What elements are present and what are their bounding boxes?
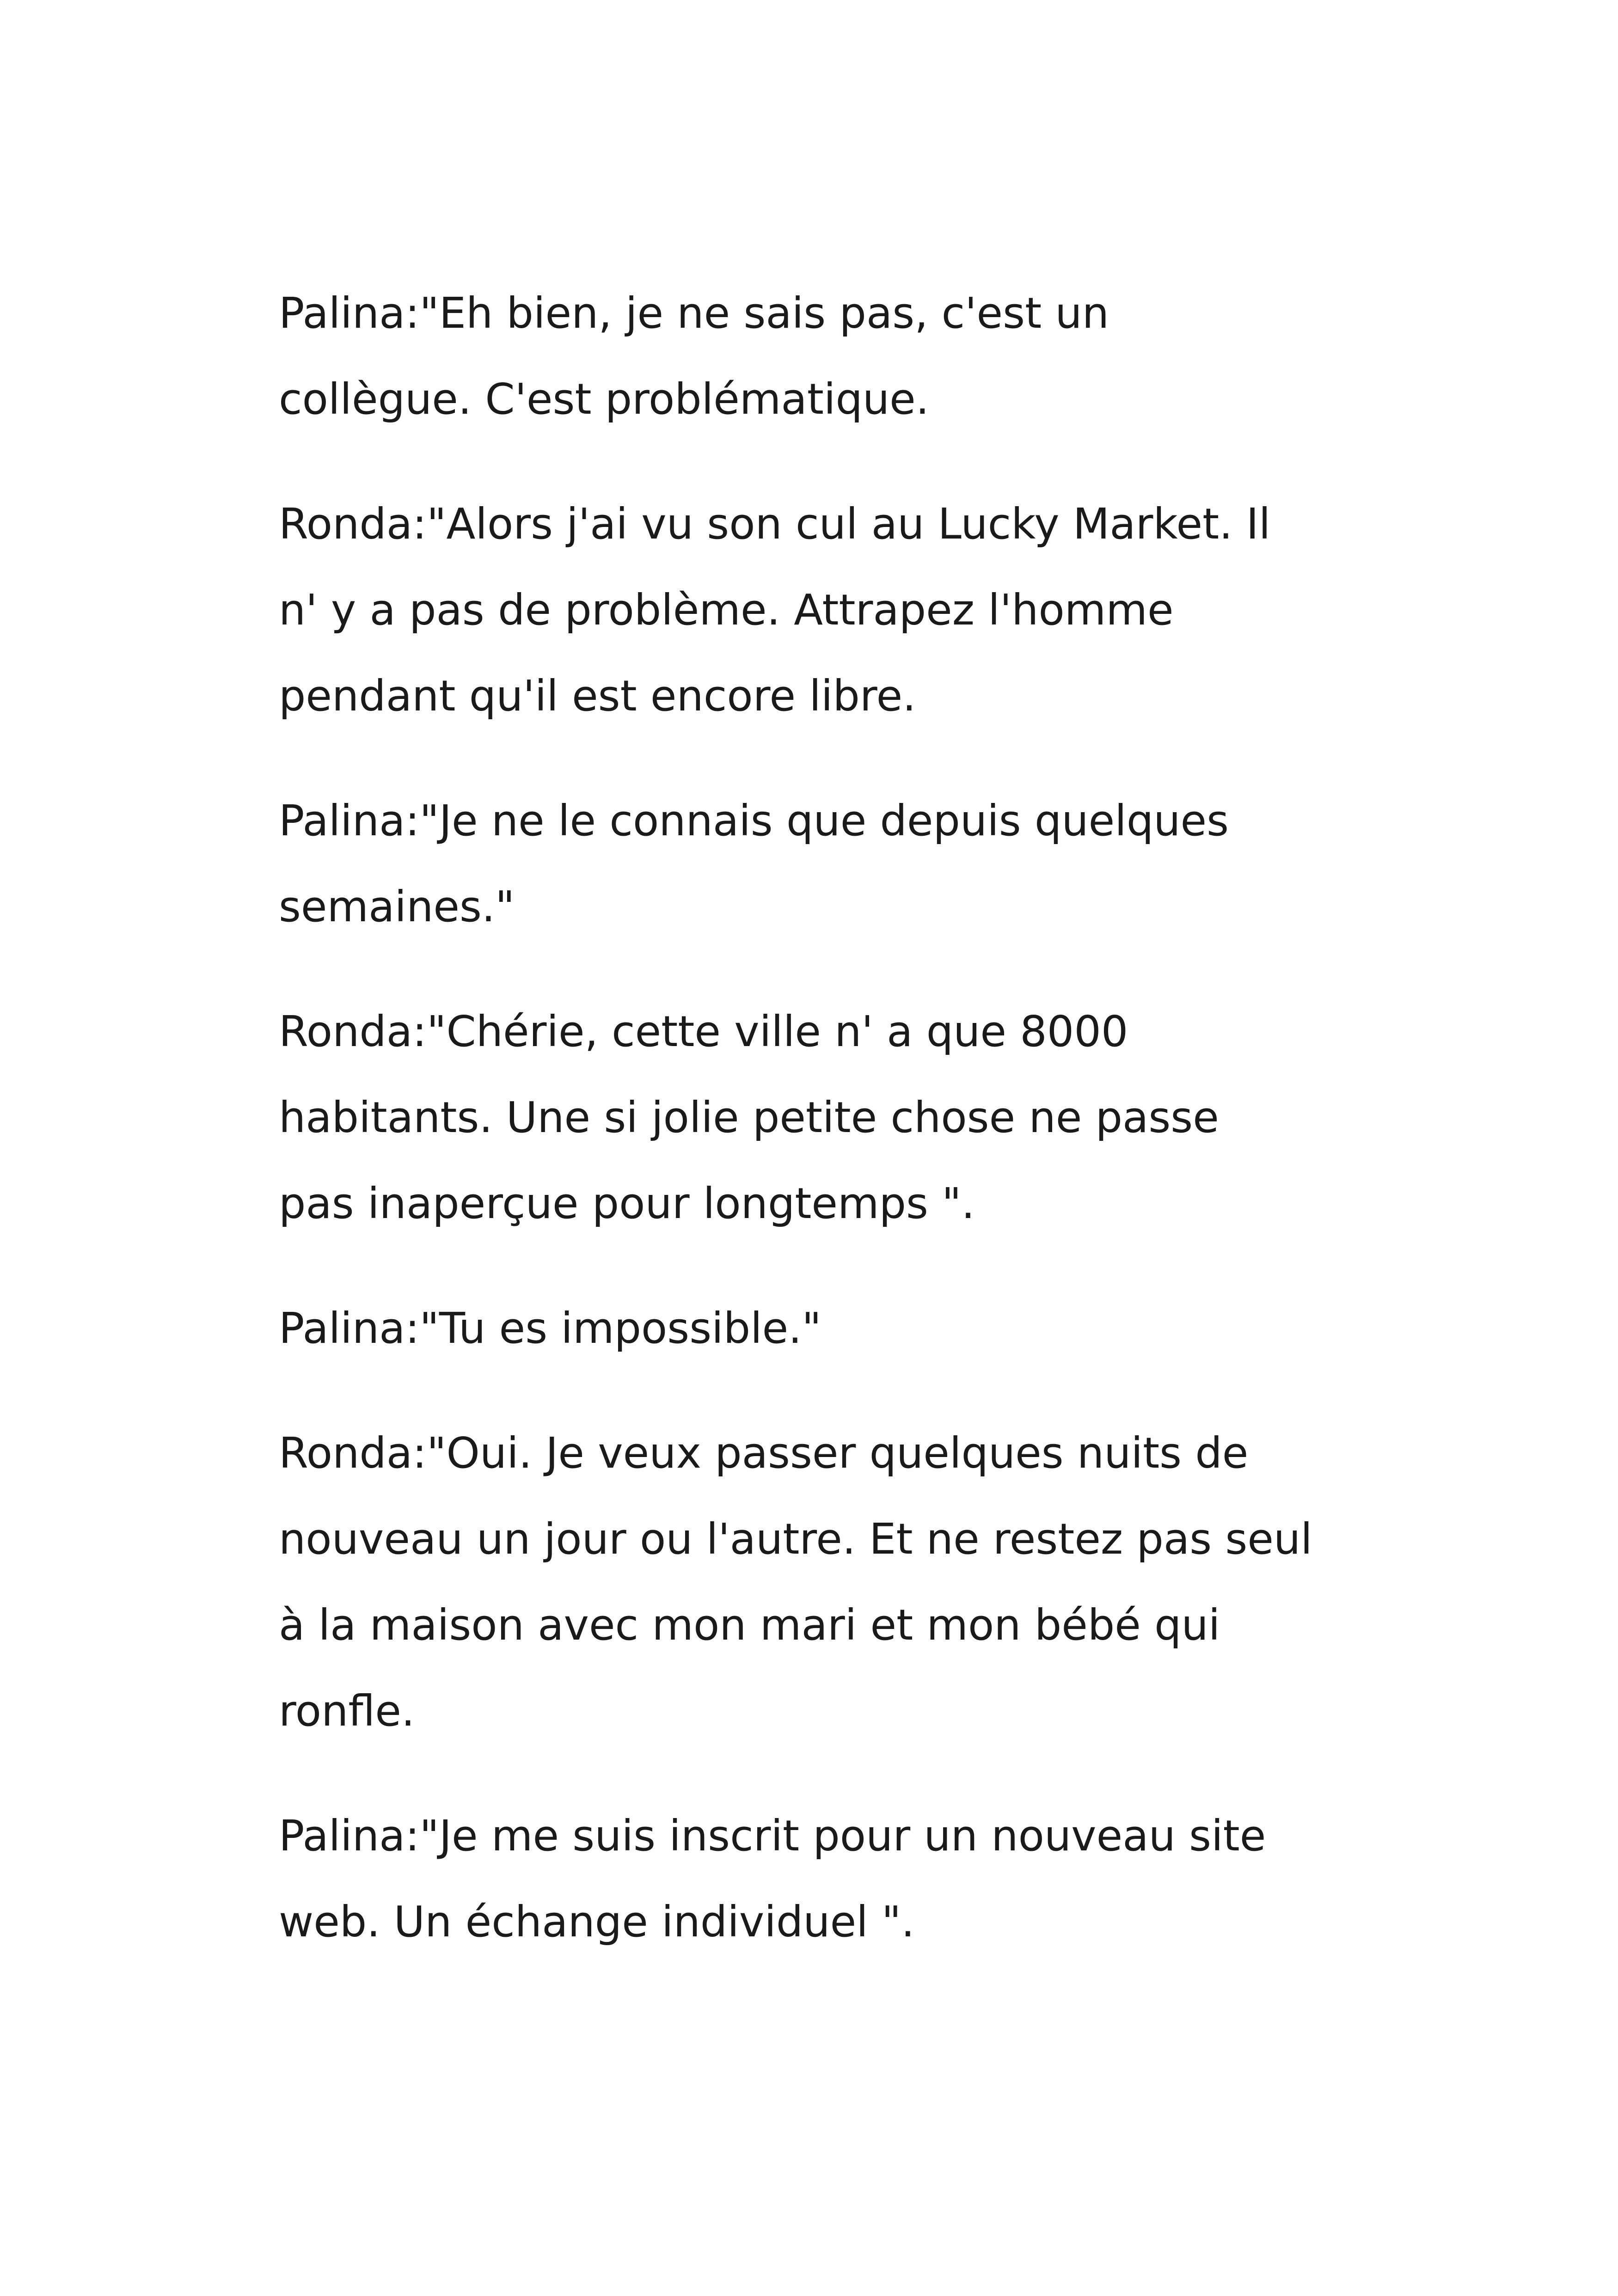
text-line: Ronda:"Oui. Je veux passer quelques nuits de: [279, 1428, 1249, 1478]
text-line: Ronda:"Alors j'ai vu son cul au Lucky Market. Il: [279, 499, 1271, 549]
text-line: Palina:"Je me suis inscrit pour un nouveau site: [279, 1811, 1266, 1861]
text-line: pas inaperçue pour longtemps ".: [279, 1179, 975, 1228]
text-line: collègue. C'est problématique.: [279, 374, 929, 424]
text-line: nouveau un jour ou l'autre. Et ne restez pas seul: [279, 1514, 1312, 1564]
dialogue-text: [279, 270, 1388, 2004]
text-line: semaines.": [279, 882, 515, 931]
text-line: Ronda:"Chérie, cette ville n' a que 8000: [279, 1007, 1128, 1056]
text-line: habitants. Une si jolie petite chose ne passe: [279, 1093, 1219, 1142]
dialogue-paragraph-5: [279, 1286, 1388, 1371]
text-line: web. Un échange individuel ".: [279, 1897, 915, 1947]
dialogue-paragraph-3: [279, 778, 1388, 950]
text-line: Palina:"Tu es impossible.": [279, 1304, 821, 1353]
dialogue-paragraph-7: [279, 1793, 1388, 1965]
text-line: à la maison avec mon mari et mon bébé qui: [279, 1600, 1220, 1650]
text-line: pendant qu'il est encore libre.: [279, 671, 916, 721]
dialogue-paragraph-2: [279, 481, 1388, 739]
dialogue-paragraph-1: [279, 270, 1388, 442]
dialogue-paragraph-4: [279, 989, 1388, 1247]
dialogue-paragraph-6: [279, 1410, 1388, 1754]
text-line: n' y a pas de problème. Attrapez l'homme: [279, 585, 1174, 635]
text-line: ronfle.: [279, 1686, 415, 1736]
text-line: Palina:"Je ne le connais que depuis quelques: [279, 796, 1229, 845]
text-line: Palina:"Eh bien, je ne sais pas, c'est un: [279, 288, 1109, 338]
